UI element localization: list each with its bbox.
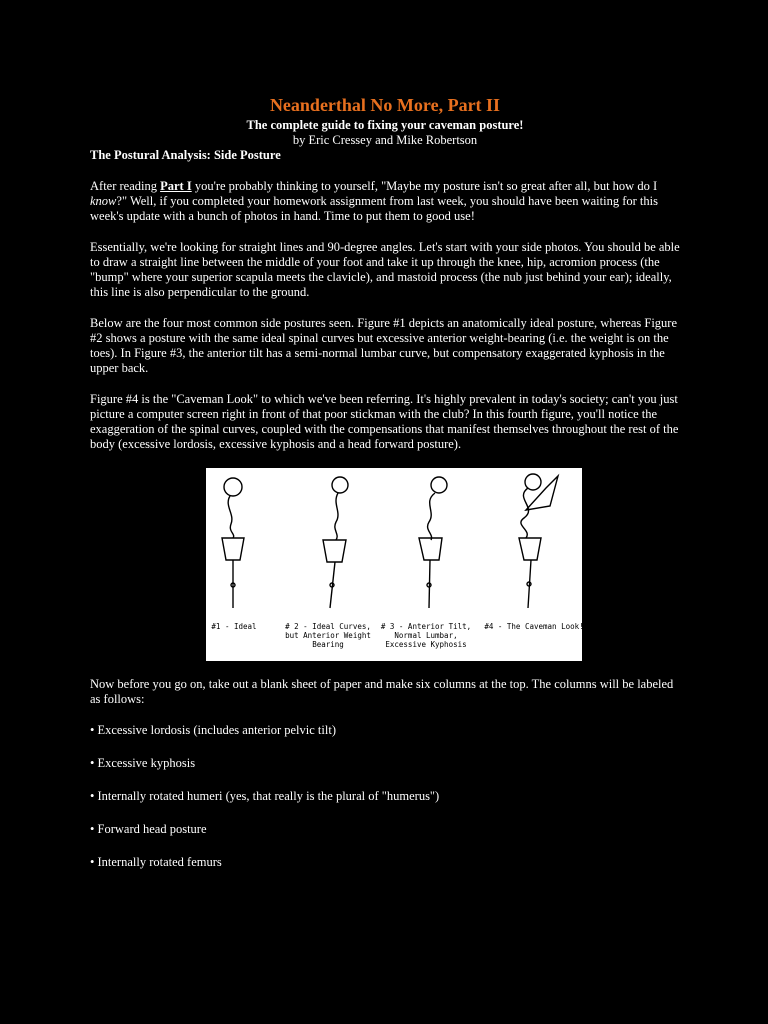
figure-container [90, 468, 680, 661]
stickman-anterior-weight [323, 477, 348, 608]
list-item: • Internally rotated femurs [90, 855, 222, 869]
figure-caption-2: # 2 - Ideal Curves, but Anterior Weight Bearing [285, 622, 371, 649]
paragraph-columns: Now before you go on, take out a blank sheet of paper and make six columns at the top. The columns will be labeled as follows: [90, 677, 674, 706]
paragraph-text: ?" Well, if you completed your homework assignment from last week, you should have been waiting for this week's update with a bunch of photos in hand. Time to put them to good use! [90, 194, 658, 223]
list-item: • Forward head posture [90, 822, 207, 836]
posture-figure [206, 468, 582, 661]
figure-caption-4: #4 - The Caveman Look! [484, 622, 584, 631]
article-byline: by Eric Cressey and Mike Robertson [292, 133, 478, 147]
emphasis-text: know [90, 194, 117, 208]
section-heading: The Postural Analysis: Side Posture [90, 148, 281, 162]
stickman-anterior-tilt [419, 477, 447, 608]
figure-caption-3: # 3 - Anterior Tilt, Normal Lumbar, Excessive Kyphosis [380, 622, 472, 649]
paragraph-text: After reading [90, 179, 161, 193]
stickman-ideal [222, 478, 244, 608]
list-item: • Excessive kyphosis [90, 756, 196, 770]
stickman-caveman [519, 474, 558, 608]
figure-caption-1: #1 - Ideal [211, 622, 257, 631]
article-title: Neanderthal No More, Part II [269, 95, 501, 115]
part-one-link[interactable]: Part I [160, 179, 192, 193]
paragraph-caveman-look: Figure #4 is the "Caveman Look" to which we've been referring. It's highly prevalent in today's society; can't you just picture a computer screen right in front of that poor stickman with the club? In this fourth figure, you'll notice the exaggeration of the spinal curves, coupled with the compensations that manifest themselves throughout the rest of the body (excessive lordosis, excessive kyphosis and a head forward posture). [90, 392, 679, 451]
paragraph-intro [90, 179, 680, 224]
article [90, 94, 680, 888]
list-item: • Excessive lordosis (includes anterior pelvic tilt) [90, 723, 336, 737]
article-subtitle: The complete guide to fixing your caveman posture! [246, 118, 524, 132]
list-item: • Internally rotated humeri (yes, that really is the plural of "humerus") [90, 789, 440, 803]
paragraph-four-postures: Below are the four most common side postures seen. Figure #1 depicts an anatomically ideal posture, whereas Figure #2 shows a posture with the same ideal spinal curves but excessive anterior weight-bearing (i.e. the weight is on the toes). In Figure #3, the anterior tilt has a semi-normal lumbar curve, but compensatory exaggerated kyphosis in the upper back. [90, 316, 677, 375]
paragraph-text: you're probably thinking to yourself, "Maybe my posture isn't so great after all, but how do I [191, 179, 658, 193]
club-shape [526, 476, 558, 510]
paragraph-straight-lines: Essentially, we're looking for straight lines and 90-degree angles. Let's start with your side photos. You should be able to draw a straight line between the middle of your foot and take it up through the knee, hip, acromion process (the "bump" where your superior scapula meets the clavicle), and mastoid process (the nub just behind your ear); ideally, this line is also perpendicular to the ground. [90, 240, 680, 299]
